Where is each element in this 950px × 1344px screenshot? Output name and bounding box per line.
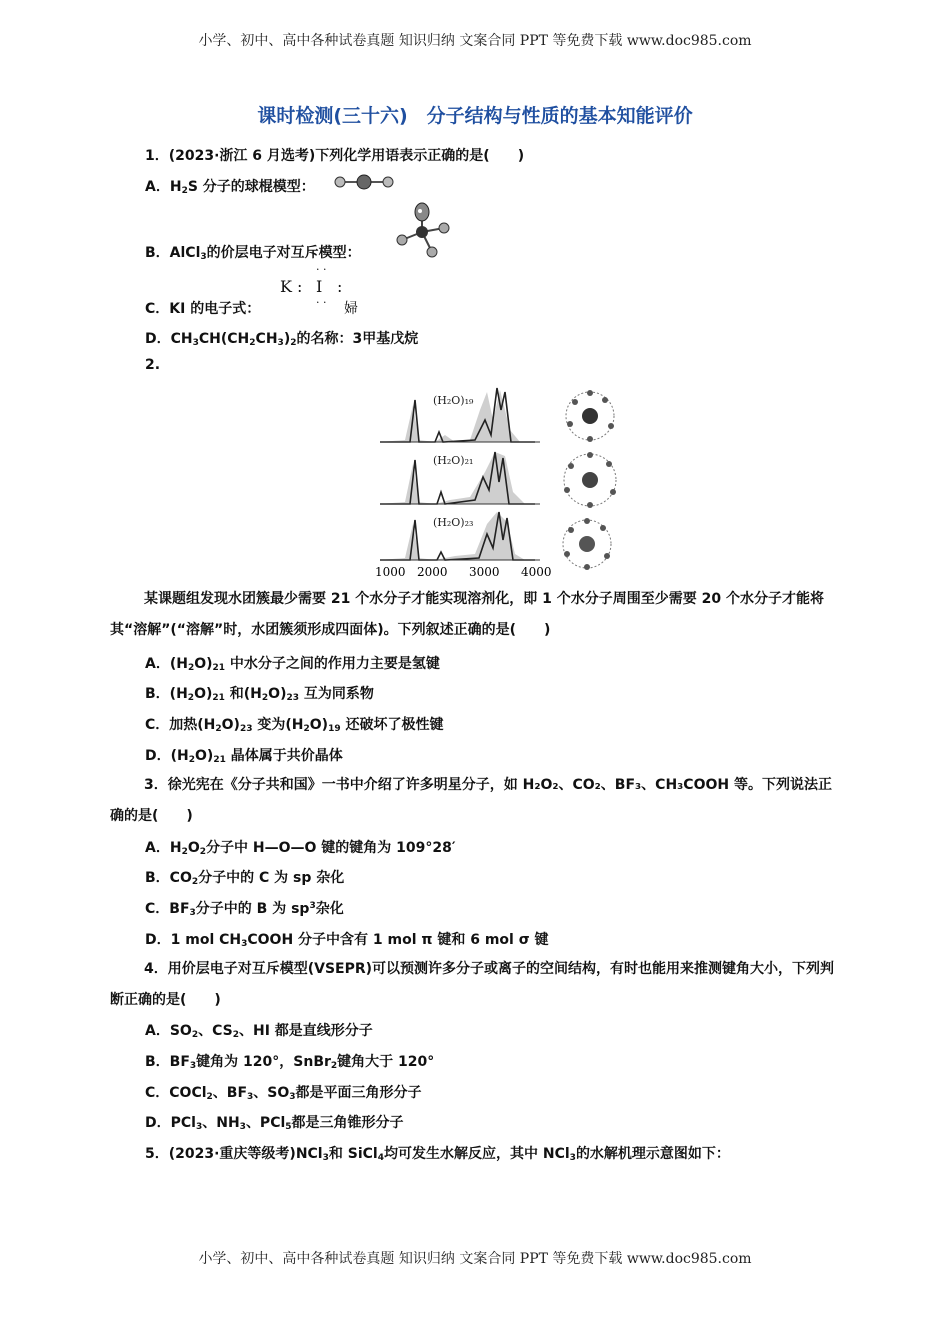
cluster-model-21 (564, 452, 616, 508)
q1-option-b: B．AlCl$_3$的价层电子对互斥模型： (145, 245, 361, 262)
q4-option-a: A．$SO_2$、$CS_2$、HI 都是直线形分子 (145, 1023, 373, 1040)
q1-option-c: C．KI 的电子式： (145, 301, 261, 317)
cluster-model-23 (563, 518, 611, 570)
q2-option-d: D．$(H_2O)_{21}$ 晶体属于共价晶体 (145, 748, 343, 765)
page-title: 课时检测(三十六) 分子结构与性质的基本知能评价 (257, 105, 693, 127)
tick-2000: 2000 (417, 565, 448, 579)
h2s-ball-stick-icon (332, 172, 396, 192)
water-cluster-spectra-figure (375, 380, 625, 580)
lewis-i: I (316, 277, 323, 296)
q3-option-b: B．$CO_2$分子中的 C 为 sp 杂化 (145, 870, 345, 887)
tick-4000: 4000 (521, 565, 552, 579)
lewis-k: K (280, 277, 292, 296)
lewis-colon: : (297, 277, 303, 296)
q2-option-b: B．$(H_2O)_{21}$ 和$(H_2O)_{23}$ 互为同系物 (145, 686, 374, 703)
q5-stem: 5．(2023·重庆等级考)NCl$_3$和 SiCl$_4$均可发生水解反应，其中 NCl$_3$的水解机理示意图如下： (145, 1146, 730, 1163)
panel-label-21: (H₂O)₂₁ (433, 454, 474, 467)
q1-option-d: D．$CH_3CH(CH_2CH_3)_2$的名称：3甲基戊烷 (145, 331, 419, 348)
spectrum-panel-23 (380, 512, 540, 560)
q3-stem: 3．徐光宪在《分子共和国》一书中介绍了许多明星分子，如 H₂O₂、CO₂、BF₃、CH₃COOH 等。下列说法正确的是( ) (110, 777, 832, 824)
lewis-dots-bottom: · · (316, 296, 327, 309)
cluster-model-19 (566, 390, 614, 442)
q2-option-a: A．$(H_2O)_{21}$ 中水分子之间的作用力主要是氢键 (145, 656, 440, 673)
q4-option-c: C．COCl$_2$、$BF_3$、$SO_3$都是平面三角形分子 (145, 1085, 422, 1102)
q1-option-a: A．$H_2S$ 分子的球棍模型： (145, 179, 315, 196)
page-footer: 小学、初中、高中各种试卷真题 知识归纳 文案合同 PPT 等免费下载 www.doc985.com (198, 1251, 752, 1267)
lewis-dots-top: · · (316, 263, 327, 276)
q1-stem: 1．(2023·浙江 6 月选考)下列化学用语表示正确的是( ) (145, 148, 525, 164)
q4-option-b: B．$BF_3$键角为 120°，SnBr$_2$键角大于 120° (145, 1054, 435, 1071)
q3-option-d: D．1 mol $CH_3COOH$ 分子中含有 1 mol π 键和 6 mol σ 键 (145, 932, 549, 949)
tick-1000: 1000 (375, 565, 406, 579)
q2-number: 2. (145, 357, 161, 373)
q2-stem: 某课题组发现水团簇最少需要 21 个水分子才能实现溶剂化，即 1 个水分子周围至少需要 20 个水分子才能将其“溶解”(“溶解”时，水团簇须形成四面体)。下列叙述正确的是( ) (110, 591, 824, 638)
lewis-colon-right: : (337, 277, 343, 296)
q3-option-c: C．$BF_3$分子中的 B 为 $sp^3$杂化 (145, 901, 344, 918)
lewis-tail: 婦 (344, 301, 358, 317)
alcl3-vsepr-model-icon (392, 200, 454, 260)
spectrum-panel-21 (380, 452, 540, 504)
q4-stem: 4．用价层电子对互斥模型(VSEPR)可以预测许多分子或离子的空间结构，有时也能用来推测键角大小，下列判断正确的是( ) (110, 961, 835, 1008)
q3-option-a: A．$H_2O_2$分子中 H—O—O 键的键角为 109°28′ (145, 840, 456, 857)
q2-option-c: C．加热$(H_2O)_{23}$ 变为$(H_2O)_{19}$ 还破坏了极性键 (145, 717, 444, 734)
spectrum-panel-19 (380, 388, 540, 442)
q4-option-d: D．PCl$_3$、$NH_3$、PCl$_5$都是三角锥形分子 (145, 1115, 404, 1132)
tick-3000: 3000 (469, 565, 500, 579)
panel-label-23: (H₂O)₂₃ (433, 516, 474, 529)
page-header: 小学、初中、高中各种试卷真题 知识归纳 文案合同 PPT 等免费下载 www.doc985.com (198, 33, 752, 49)
panel-label-19: (H₂O)₁₉ (433, 394, 474, 407)
